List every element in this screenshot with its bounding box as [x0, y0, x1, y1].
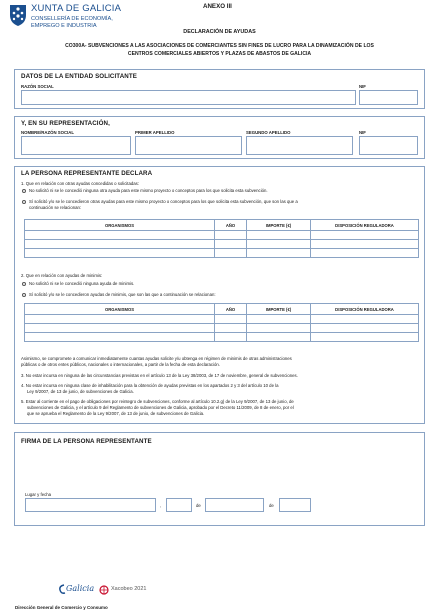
- org-department-line1: CONSELLERÍA DE ECONOMÍA,: [31, 16, 113, 22]
- table-cell[interactable]: [247, 231, 311, 240]
- table-cell[interactable]: [311, 240, 419, 249]
- declaration-item-5-line3: que se aprueba el Reglamento de la Ley 9/2007, de 13 de junio, de subvenciones de Galicia.: [27, 411, 205, 416]
- directorate-name: Dirección General de Comercio y Consumo: [15, 605, 108, 610]
- table-row: [25, 240, 419, 249]
- org-name: XUNTA DE GALICIA: [31, 3, 122, 14]
- table-cell[interactable]: [247, 324, 311, 333]
- table-cell[interactable]: [311, 249, 419, 258]
- razon-social-field[interactable]: [21, 90, 356, 105]
- table-cell[interactable]: [311, 231, 419, 240]
- rep-nif-label: NIF: [359, 130, 366, 135]
- table-cell[interactable]: [247, 249, 311, 258]
- razon-social-label: RAZÓN SOCIAL: [21, 84, 54, 89]
- table-cell[interactable]: [247, 333, 311, 342]
- q2-option-yes-text: Sí solicitó y/o se le concedieron ayudas de minimis, que son las que a continuación se relacionan:: [29, 292, 216, 297]
- table-header-row: [25, 304, 419, 315]
- table-cell[interactable]: [25, 324, 215, 333]
- q2-option-no-text: No solicitó ni se le concedió ninguna ayuda de minimis.: [29, 281, 135, 286]
- table-cell[interactable]: [25, 249, 215, 258]
- q2-option-no-radio[interactable]: [22, 282, 26, 286]
- q1-aids-table: [24, 219, 419, 258]
- rep-surname2-label: SEGUNDO APELLIDO: [246, 130, 291, 135]
- q1-option-yes-radio[interactable]: [22, 200, 26, 204]
- procedure-title-line2: CENTROS COMERCIALES ABIERTOS Y PLAZAS DE ABASTOS DE GALICIA: [127, 51, 312, 57]
- table-header-row: [25, 220, 419, 231]
- declaration-item-3: 3. No estar incursa en ninguna de las circunstancias previstas en el artículo 13 de la Ley 38/2003, de 17 de noviembre, general de subvenciones.: [21, 373, 298, 378]
- commitment-line1: Asimismo, se compromete a comunicar inmediatamente cuantas ayudas solicite y/u obtenga en régimen de minimis de otras administraciones: [21, 356, 292, 361]
- q1-option-no-text: No solicitó ni se le concedió ninguna otra ayuda para este mismo proyecto o conceptos para los que solicita esta subvención.: [29, 188, 268, 193]
- question-1: 1. Que en relación con otras ayudas concedidas o solicitadas:: [21, 181, 139, 186]
- declaration-item-5-line2: subvenciones de Galicia, y el artículo 9 del Reglamento de subvenciones de Galicia, aprobado por el Decreto 11/2009, de 8 de enero, por el: [27, 405, 294, 410]
- table-row: [25, 249, 419, 258]
- table-row: [25, 324, 419, 333]
- applicant-nif-label: NIF: [359, 84, 366, 89]
- procedure-title-line1: CO300A- SUBVENCIONES A LAS ASOCIACIONES DE COMERCIANTES SIN FINES DE LUCRO PARA LA DINAMIZACIÓN DE LOS: [65, 43, 374, 49]
- galicia-logo-text: Galicia: [66, 584, 95, 593]
- q1-option-yes-text-line2: continuación se relacionan:: [29, 205, 82, 210]
- year-field[interactable]: [279, 498, 311, 512]
- col-anio: AÑO: [215, 304, 247, 315]
- col-importe: IMPORTE (€): [247, 220, 311, 231]
- signature-section: [14, 432, 425, 526]
- rep-nif-field[interactable]: [359, 136, 418, 155]
- place-date-label: Lugar y fecha: [25, 492, 52, 497]
- xunta-logo-icon: [8, 3, 28, 27]
- table-cell[interactable]: [25, 333, 215, 342]
- declaration-item-5-line1: 5. Estar al corriente en el pago de obligaciones por reintegro de subvenciones, conforme al artículo 10.2.g) de la Ley 9/2007, de 13 de junio, de: [21, 399, 294, 404]
- table-cell[interactable]: [215, 249, 247, 258]
- table-row: [25, 333, 419, 342]
- declaration-item-4-line2: Ley 9/2007, de 13 de junio, de subvenciones de Galicia.: [27, 389, 134, 394]
- table-cell[interactable]: [247, 240, 311, 249]
- table-cell[interactable]: [25, 315, 215, 324]
- rep-name-field[interactable]: [21, 136, 131, 155]
- q2-minimis-table: [24, 303, 419, 342]
- declaration-section-title: LA PERSONA REPRESENTANTE DECLARA: [21, 170, 153, 177]
- comma-separator: ,: [160, 503, 162, 508]
- q1-option-yes-text-line1: Sí solicitó y/o se le concedieron otras ayudas para este mismo proyecto o conceptos para los que solicita esta subvención, que son las que a: [29, 199, 298, 204]
- rep-surname2-field[interactable]: [246, 136, 353, 155]
- table-cell[interactable]: [215, 315, 247, 324]
- table-cell[interactable]: [215, 324, 247, 333]
- table-cell[interactable]: [311, 333, 419, 342]
- xacobeo-logo-text: Xacobeo 2021: [111, 586, 147, 592]
- col-organismos: ORGANISMOS: [25, 304, 215, 315]
- col-disposicion: DISPOSICIÓN REGULADORA: [311, 304, 419, 315]
- day-field[interactable]: [166, 498, 192, 512]
- declaration-item-4-line1: 4. No estar incursa en ninguna clase de inhabilitación para la obtención de ayudas previstas en los apartados 2 y 3 del artículo 10 de la: [21, 383, 279, 388]
- rep-surname1-label: PRIMER APELLIDO: [135, 130, 175, 135]
- applicant-section-title: DATOS DE LA ENTIDAD SOLICITANTE: [21, 73, 137, 80]
- q1-option-no-radio[interactable]: [22, 189, 26, 193]
- place-field[interactable]: [25, 498, 156, 512]
- table-cell[interactable]: [311, 324, 419, 333]
- col-organismos: ORGANISMOS: [25, 220, 215, 231]
- col-anio: AÑO: [215, 220, 247, 231]
- table-cell[interactable]: [215, 231, 247, 240]
- representative-section-title: Y, EN SU REPRESENTACIÓN,: [21, 120, 110, 127]
- table-cell[interactable]: [215, 240, 247, 249]
- question-2-text: 2. Que en relación con ayudas de minimis:: [21, 273, 103, 278]
- org-department-line2: EMPREGO E INDUSTRIA: [31, 23, 97, 29]
- table-cell[interactable]: [25, 231, 215, 240]
- doc-title: DECLARACIÓN DE AYUDAS: [183, 29, 256, 35]
- table-row: [25, 231, 419, 240]
- annex-label: ANEXO III: [203, 3, 232, 10]
- q2-option-yes-radio[interactable]: [22, 293, 26, 297]
- table-cell[interactable]: [215, 333, 247, 342]
- signature-section-title: FIRMA DE LA PERSONA REPRESENTANTE: [21, 438, 152, 445]
- representative-section: [14, 116, 425, 159]
- table-cell[interactable]: [311, 315, 419, 324]
- table-cell[interactable]: [25, 240, 215, 249]
- de-separator-1: de: [196, 503, 201, 508]
- rep-name-label: NOMBRE/RAZÓN SOCIAL: [21, 130, 74, 135]
- month-field[interactable]: [205, 498, 264, 512]
- question-2: [21, 273, 102, 278]
- table-cell[interactable]: [247, 315, 311, 324]
- commitment-line2: públicas o de otros entes públicos, nacionales o internacionales, a partir de la fecha de esta declaración.: [21, 362, 220, 367]
- table-row: [25, 315, 419, 324]
- declaration-section: [14, 166, 425, 424]
- applicant-section: [14, 69, 425, 109]
- xacobeo-shell-icon: [99, 585, 109, 595]
- col-importe: IMPORTE (€): [247, 304, 311, 315]
- de-separator-2: de: [269, 503, 274, 508]
- applicant-nif-field[interactable]: [359, 90, 418, 105]
- col-disposicion: DISPOSICIÓN REGULADORA: [311, 220, 419, 231]
- rep-surname1-field[interactable]: [135, 136, 242, 155]
